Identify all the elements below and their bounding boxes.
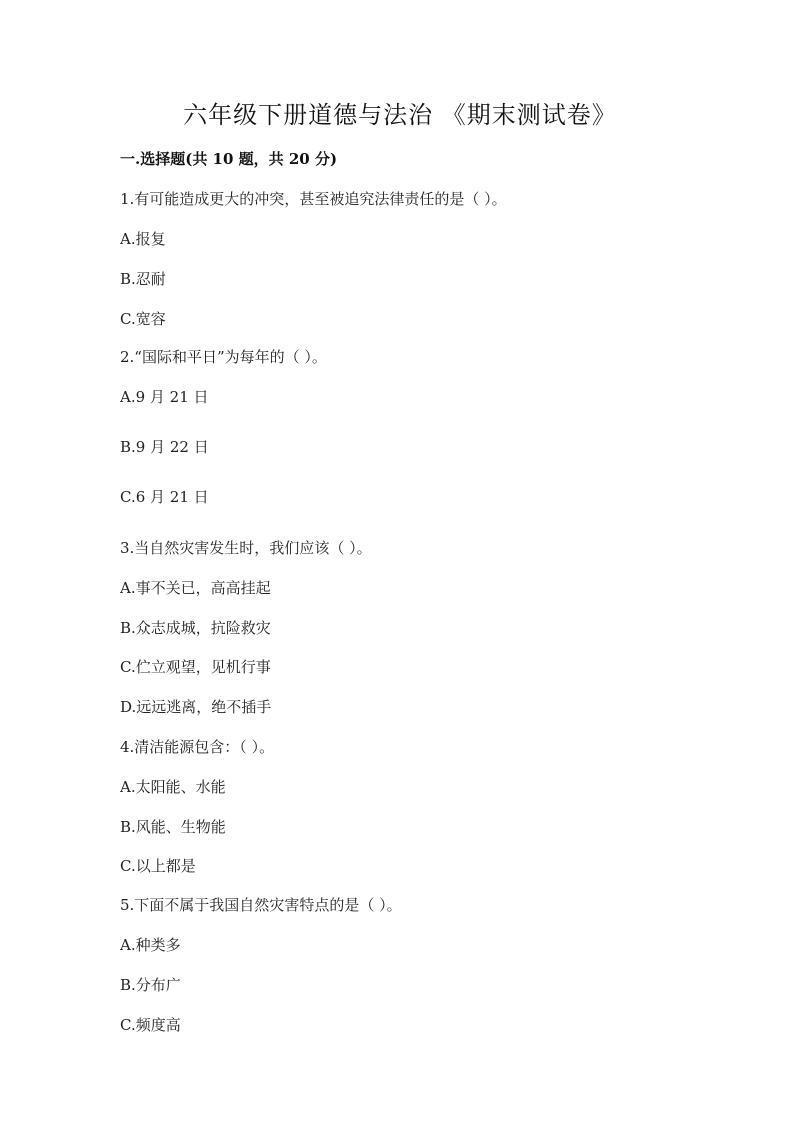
section-heading: 一.选择题(共 10 题，共 20 分) bbox=[120, 150, 338, 168]
question-1-option-c: C.宽容 bbox=[120, 310, 166, 328]
question-1-stem: 1.有可能造成更大的冲突，甚至被追究法律责任的是（ ）。 bbox=[120, 190, 507, 208]
question-3-stem: 3.当自然灾害发生时，我们应该（ ）。 bbox=[120, 539, 372, 557]
question-3-option-d: D.远远逃离，绝不插手 bbox=[120, 698, 272, 716]
question-4-stem: 4.清洁能源包含：（ ）。 bbox=[120, 738, 275, 756]
question-2-option-b: B.9 月 22 日 bbox=[120, 438, 209, 456]
question-2-option-c: C.6 月 21 日 bbox=[120, 488, 209, 506]
page-title: 六年级下册道德与法治 《期末测试卷》 bbox=[183, 101, 617, 129]
question-4-option-b: B.风能、生物能 bbox=[120, 818, 226, 836]
question-3-option-a: A.事不关已，高高挂起 bbox=[120, 579, 271, 597]
question-1-option-a: A.报复 bbox=[120, 230, 166, 248]
question-5-option-a: A.种类多 bbox=[120, 936, 181, 954]
question-2-stem: 2.“国际和平日”为每年的（ ）。 bbox=[120, 348, 327, 366]
question-5-option-c: C.频度高 bbox=[120, 1016, 181, 1034]
question-5-option-b: B.分布广 bbox=[120, 976, 181, 994]
question-3-option-b: B.众志成城，抗险救灾 bbox=[120, 619, 271, 637]
question-5-stem: 5.下面不属于我国自然灾害特点的是（ ）。 bbox=[120, 896, 402, 914]
question-4-option-c: C.以上都是 bbox=[120, 857, 196, 875]
question-4-option-a: A.太阳能、水能 bbox=[120, 778, 226, 796]
question-3-option-c: C.伫立观望，见机行事 bbox=[120, 658, 271, 676]
question-2-option-a: A.9 月 21 日 bbox=[120, 388, 209, 406]
question-1-option-b: B.忍耐 bbox=[120, 270, 166, 288]
